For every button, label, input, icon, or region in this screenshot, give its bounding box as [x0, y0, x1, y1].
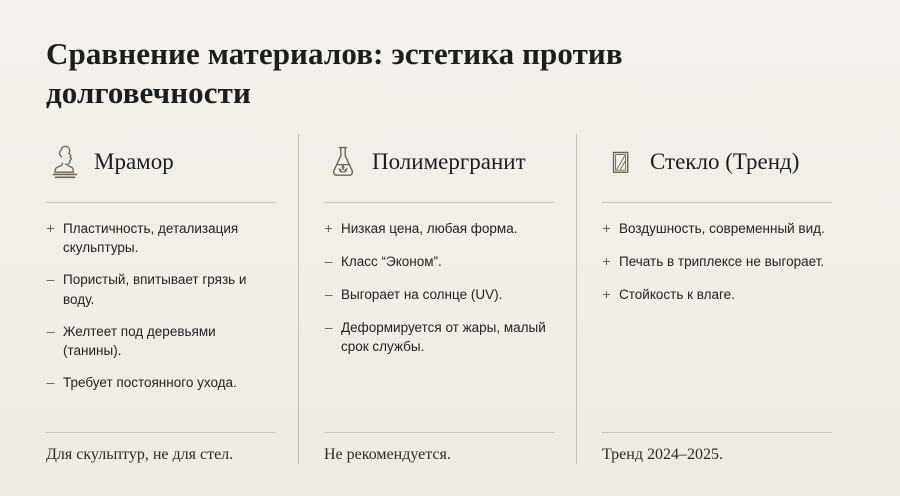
marker-minus: –: [46, 374, 55, 391]
list-item-text: Пористый, впитывает грязь и воду.: [63, 272, 247, 307]
list-item-text: Стойкость к влаге.: [619, 286, 735, 302]
marker-plus: +: [324, 220, 333, 237]
list-item-text: Пластичность, детализация скульптуры.: [63, 221, 239, 256]
column-divider: [298, 134, 299, 464]
feature-list: [324, 219, 554, 356]
marker-minus: –: [46, 271, 55, 288]
list-item: [46, 322, 276, 360]
list-item-text: Печать в триплексе не выгорает.: [619, 253, 825, 269]
column-footer: Тренд 2024–2025.: [602, 446, 723, 464]
marker-plus: +: [602, 285, 611, 302]
list-item-text: Деформируется от жары, малый срок службы.: [341, 319, 546, 354]
glass-panel-icon: [604, 142, 638, 182]
column-glass: [576, 134, 854, 464]
column-footer: Не рекомендуется.: [324, 446, 451, 464]
recycle-flask-icon: [326, 142, 360, 182]
column-title: Мрамор: [94, 149, 174, 175]
column-footer-wrap: [46, 426, 276, 464]
list-item: [602, 252, 832, 272]
list-item: [46, 373, 276, 393]
list-item-text: Выгорает на солнце (UV).: [341, 286, 503, 302]
marker-plus: +: [602, 252, 611, 269]
marker-minus: –: [324, 318, 333, 335]
list-item-text: Воздушность, современный вид.: [619, 221, 825, 237]
list-item: [324, 285, 554, 305]
list-item: [324, 219, 554, 239]
column-marble: [46, 134, 298, 464]
column-header: [602, 134, 832, 190]
header-divider: [602, 202, 832, 203]
column-footer-wrap: [324, 426, 554, 464]
list-item-text: Класс “Эконом”.: [341, 253, 442, 269]
list-item: [324, 318, 554, 356]
marker-minus: –: [324, 285, 333, 302]
marker-minus: –: [46, 322, 55, 339]
column-title: Стекло (Тренд): [650, 149, 800, 175]
list-item-text: Желтеет под деревьями (танины).: [63, 323, 216, 358]
header-divider: [46, 202, 276, 203]
list-item-text: Требует постоянного ухода.: [63, 375, 237, 391]
marker-plus: +: [46, 220, 55, 237]
list-item: [602, 219, 832, 239]
column-footer: Для скульптур, не для стел.: [46, 446, 234, 464]
feature-list: [46, 219, 276, 393]
list-item: [46, 270, 276, 308]
list-item: [602, 285, 832, 305]
header-divider: [324, 202, 554, 203]
list-item-text: Низкая цена, любая форма.: [341, 221, 518, 237]
marble-bust-icon: [48, 142, 82, 182]
column-header: [46, 134, 276, 190]
column-footer-wrap: [602, 426, 832, 464]
marker-plus: +: [602, 220, 611, 237]
column-divider: [576, 134, 577, 464]
list-item: [324, 252, 554, 272]
column-title: Полимергранит: [372, 149, 526, 175]
marker-minus: –: [324, 252, 333, 269]
feature-list: [602, 219, 832, 305]
column-header: [324, 134, 554, 190]
list-item: [46, 219, 276, 257]
page-title: Сравнение материалов: эстетика против долговечности: [46, 36, 623, 111]
column-polymer-granite: [298, 134, 576, 464]
comparison-columns: [46, 134, 854, 464]
